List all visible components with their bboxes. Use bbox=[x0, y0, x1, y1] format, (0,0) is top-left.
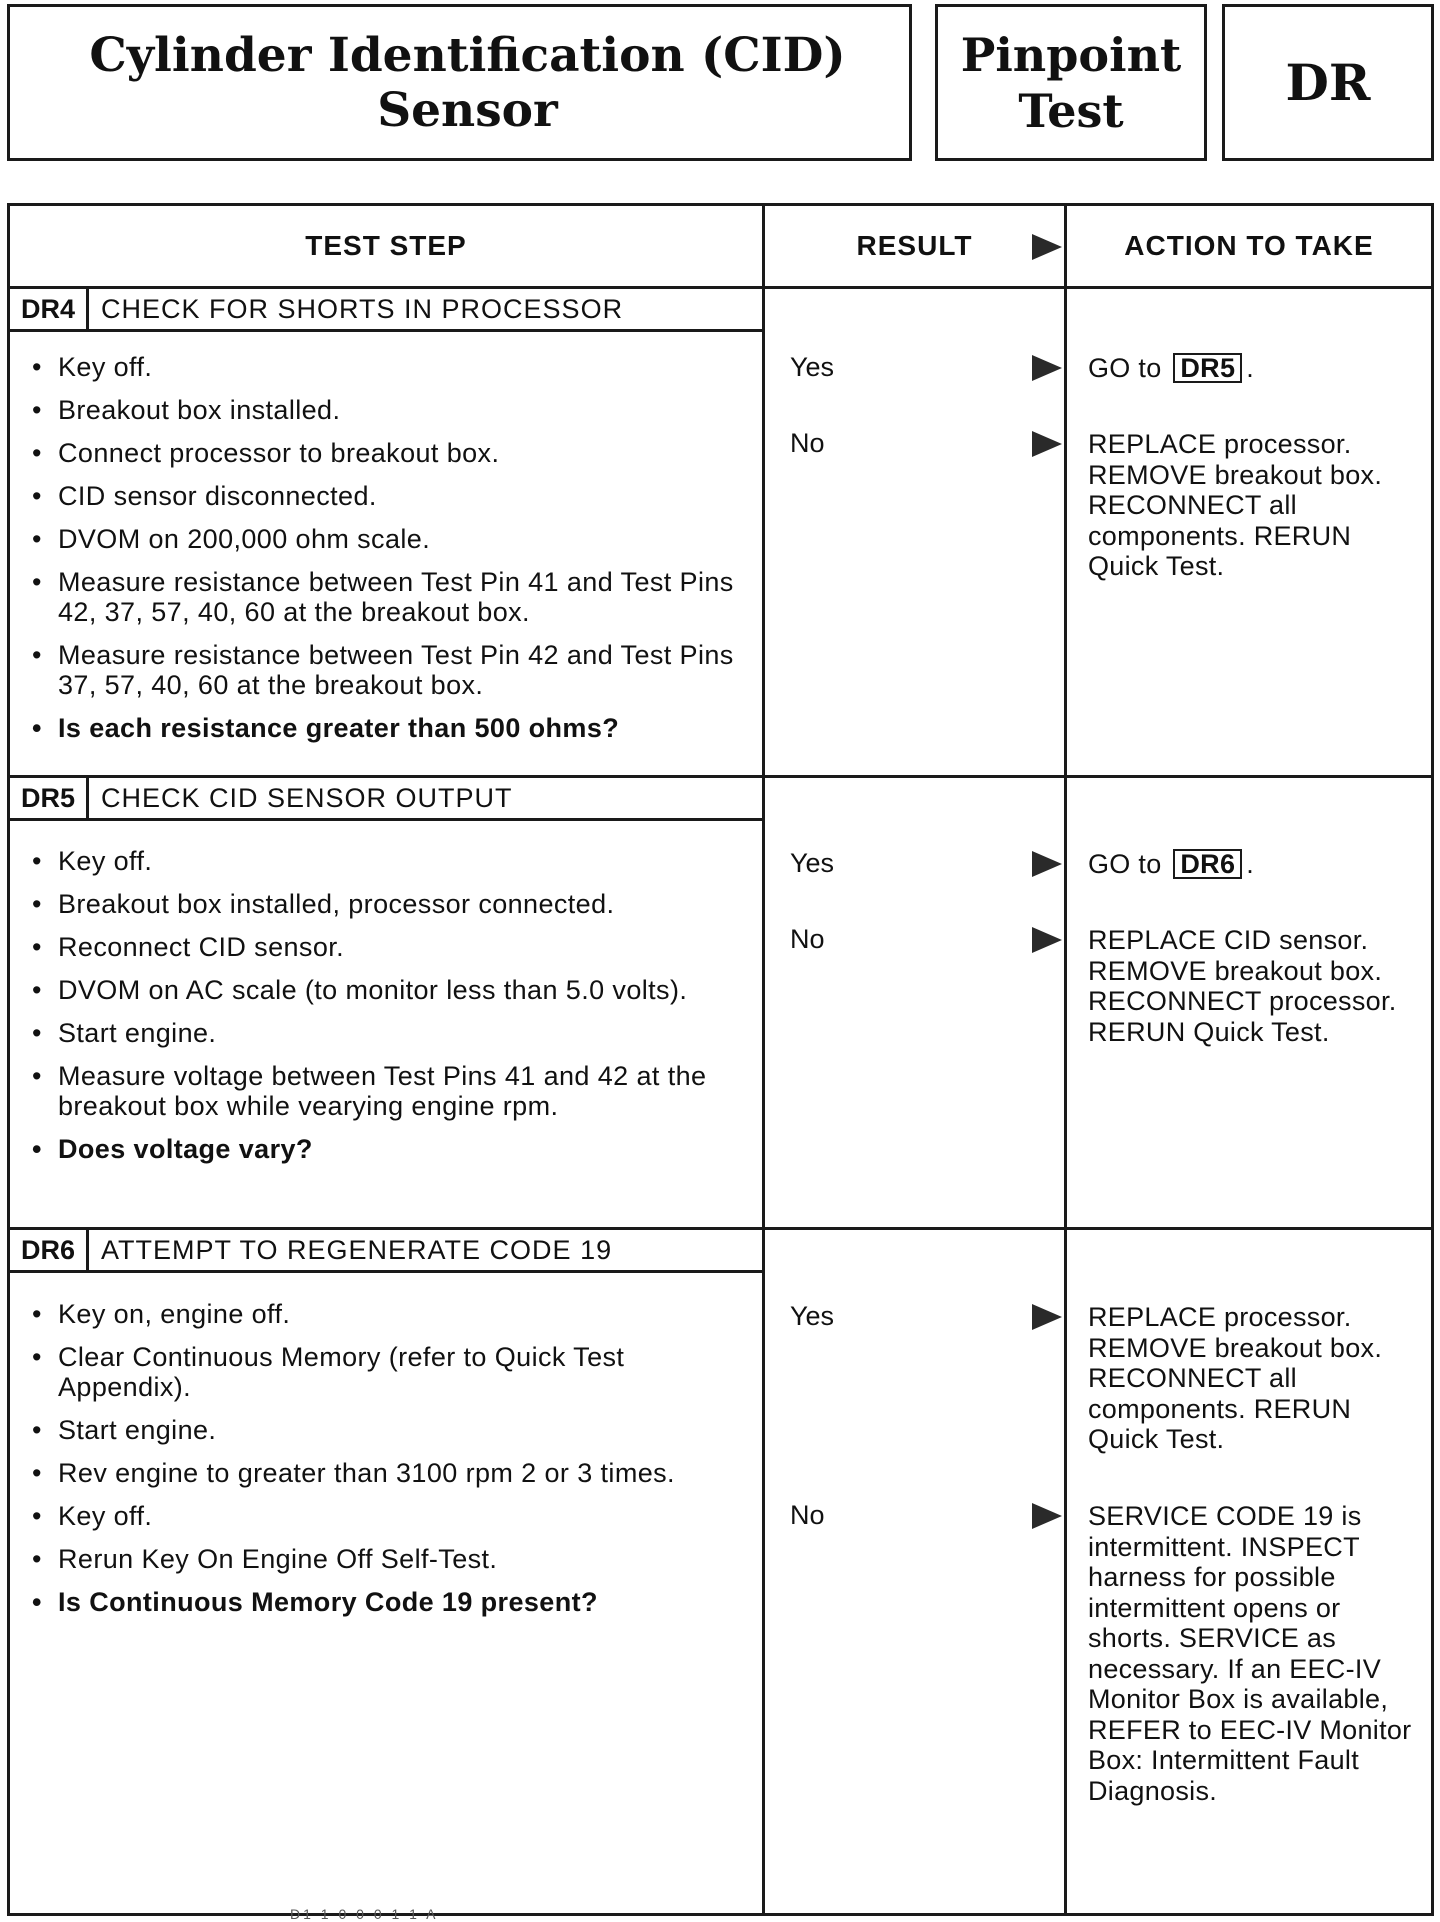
pinpoint-label-line1: Pinpoint bbox=[960, 27, 1182, 82]
result-arrow-icon bbox=[1032, 851, 1062, 877]
column-divider bbox=[1064, 206, 1067, 1913]
list-item: • CID sensor disconnected. bbox=[10, 481, 762, 511]
action-text: GO to bbox=[1088, 353, 1162, 383]
action-go-to bbox=[1088, 849, 1428, 880]
result-no: No bbox=[790, 1500, 825, 1530]
step-id: DR4 bbox=[10, 289, 89, 329]
result-arrow-icon bbox=[1032, 1503, 1062, 1529]
step-header-dr4 bbox=[10, 289, 762, 329]
list-item: • Start engine. bbox=[10, 1415, 762, 1445]
step-id: DR6 bbox=[10, 1230, 89, 1270]
step-header-divider bbox=[10, 818, 762, 821]
action-go-to bbox=[1088, 353, 1428, 384]
action-text: REPLACE CID sensor. REMOVE breakout box. RECONNECT processor. RERUN Quick Test. bbox=[1088, 925, 1397, 1047]
result-arrow-icon bbox=[1032, 927, 1062, 953]
step-reference-dr6: DR6 bbox=[1173, 849, 1242, 879]
column-header-result: RESULT bbox=[856, 230, 973, 261]
list-item: • Key on, engine off. bbox=[10, 1299, 762, 1329]
list-item: • Key off. bbox=[10, 352, 762, 382]
list-item: • Key off. bbox=[10, 846, 762, 876]
result-yes: Yes bbox=[790, 848, 835, 878]
step-list-dr6 bbox=[10, 1299, 762, 1630]
list-item: • Measure voltage between Test Pins 41 and 42 at the breakout box while vearying engine rpm. bbox=[10, 1061, 762, 1121]
list-item: • Measure resistance between Test Pin 41 and Test Pins 42, 37, 57, 40, 60 at the breakout box. bbox=[10, 567, 762, 627]
column-header-test-step: TEST STEP bbox=[305, 230, 467, 261]
result-arrow-icon bbox=[1032, 355, 1062, 381]
column-divider bbox=[762, 206, 765, 1913]
action-text: SERVICE CODE 19 is intermittent. INSPECT harness for possible intermittent opens or shorts. SERVICE as necessary. If an EEC-IV Monitor Box is available, REFER to EEC-IV Monitor Box: Intermittent Fault Diagnosis. bbox=[1088, 1501, 1412, 1806]
list-item: • Breakout box installed, processor connected. bbox=[10, 889, 762, 919]
list-item: • Rerun Key On Engine Off Self-Test. bbox=[10, 1544, 762, 1574]
result-yes: Yes bbox=[790, 1301, 835, 1331]
step-title: CHECK FOR SHORTS IN PROCESSOR bbox=[101, 293, 624, 324]
step-question: • Is Continuous Memory Code 19 present? bbox=[10, 1587, 762, 1617]
result-arrow-icon bbox=[1032, 431, 1062, 457]
result-no: No bbox=[790, 924, 825, 954]
list-item: • Measure resistance between Test Pin 42 and Test Pins 37, 57, 40, 60 at the breakout box. bbox=[10, 640, 762, 700]
action-suffix: . bbox=[1246, 353, 1255, 383]
result-arrow-icon bbox=[1032, 1304, 1062, 1330]
step-header-dr5 bbox=[10, 778, 762, 818]
list-item: • Start engine. bbox=[10, 1018, 762, 1048]
list-item: • Breakout box installed. bbox=[10, 395, 762, 425]
list-item: • Key off. bbox=[10, 1501, 762, 1531]
list-item: • Reconnect CID sensor. bbox=[10, 932, 762, 962]
list-item: • Clear Continuous Memory (refer to Quick Test Appendix). bbox=[10, 1342, 762, 1402]
test-code: DR bbox=[1222, 4, 1434, 161]
step-title: ATTEMPT TO REGENERATE CODE 19 bbox=[101, 1234, 613, 1265]
pinpoint-test-label bbox=[935, 4, 1207, 161]
step-id: DR5 bbox=[10, 778, 89, 818]
result-no: No bbox=[790, 428, 825, 458]
list-item: • Connect processor to breakout box. bbox=[10, 438, 762, 468]
pinpoint-label-line2: Test bbox=[1018, 83, 1124, 138]
page-title: Cylinder Identification (CID) Sensor bbox=[7, 4, 912, 161]
result-yes: Yes bbox=[790, 352, 835, 382]
step-question: • Is each resistance greater than 500 ohms? bbox=[10, 713, 762, 743]
action-text: REPLACE processor. REMOVE breakout box. RECONNECT all components. RERUN Quick Test. bbox=[1088, 429, 1383, 581]
step-header-dr6 bbox=[10, 1230, 762, 1270]
step-header-divider bbox=[10, 1270, 762, 1273]
step-reference-dr5: DR5 bbox=[1173, 353, 1242, 383]
step-list-dr4 bbox=[10, 352, 762, 756]
list-item: • DVOM on AC scale (to monitor less than 5.0 volts). bbox=[10, 975, 762, 1005]
step-header-divider bbox=[10, 329, 762, 332]
step-list-dr5 bbox=[10, 846, 762, 1177]
action-text: GO to bbox=[1088, 849, 1162, 879]
page-footer-mark: D1 1 0 0 0 1 1 A bbox=[290, 1906, 439, 1922]
list-item: • Rev engine to greater than 3100 rpm 2 or 3 times. bbox=[10, 1458, 762, 1488]
step-title: CHECK CID SENSOR OUTPUT bbox=[101, 782, 513, 813]
step-question: • Does voltage vary? bbox=[10, 1134, 762, 1164]
list-item: • DVOM on 200,000 ohm scale. bbox=[10, 524, 762, 554]
action-text: REPLACE processor. REMOVE breakout box. RECONNECT all components. RERUN Quick Test. bbox=[1088, 1302, 1383, 1454]
result-arrow-icon bbox=[1032, 234, 1062, 260]
action-suffix: . bbox=[1246, 849, 1255, 879]
column-header-action: ACTION TO TAKE bbox=[1124, 230, 1374, 261]
pinpoint-table bbox=[7, 203, 1434, 1916]
